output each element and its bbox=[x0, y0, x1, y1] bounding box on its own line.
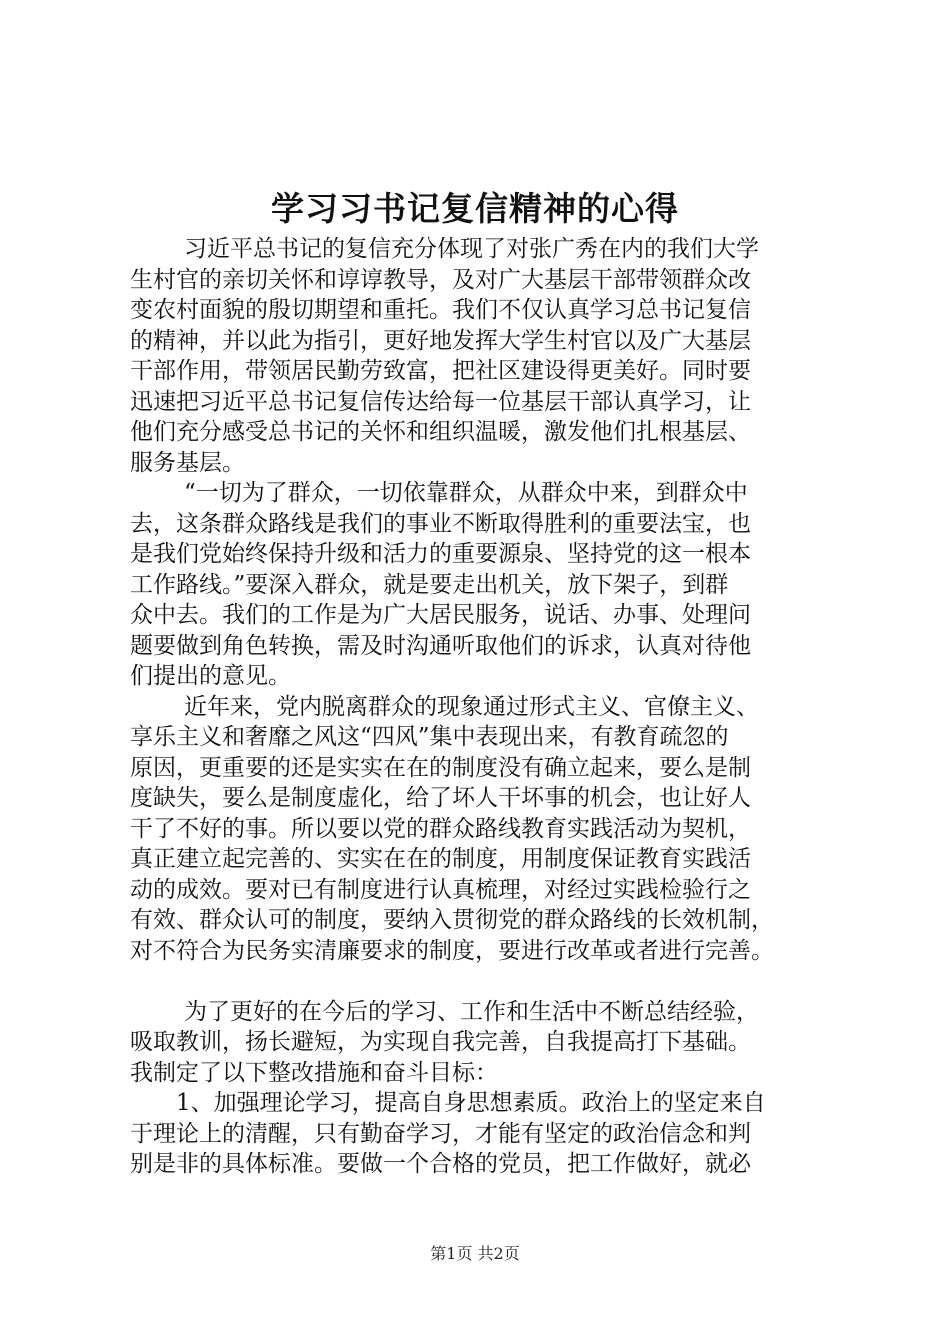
text-line: 于理论上的清醒，只有勤奋学习，才能有坚定的政治信念和判 bbox=[130, 1120, 751, 1147]
text-line: 是我们党始终保持升级和活力的重要源泉、坚持党的这一根本 bbox=[130, 541, 751, 567]
text-line: 的精神，并以此为指引，更好地发挥大学生村官以及广大基层 bbox=[130, 327, 751, 354]
text-line: 服务基层。 bbox=[130, 449, 245, 476]
text-line: 干了不好的事。所以要以党的群众路线教育实践活动为契机， bbox=[130, 815, 751, 842]
text-line: 为了更好的在今后的学习、工作和生活中不断总结经验， bbox=[184, 998, 759, 1025]
text-line: 原因，更重要的还是实实在在的制度没有确立起来，要么是制 bbox=[130, 754, 751, 781]
text-line: 我制定了以下整改措施和奋斗目标： bbox=[130, 1059, 498, 1086]
text-line: 干部作用，带领居民勤劳致富，把社区建设得更美好。同时要 bbox=[130, 358, 751, 384]
document-title: 学习习书记复信精神的心得 bbox=[271, 189, 679, 228]
text-line: 去，这条群众路线是我们的事业不断取得胜利的重要法宝，也 bbox=[130, 510, 751, 537]
document-body bbox=[130, 234, 830, 1180]
text-line: 他们充分感受总书记的关怀和组织温暖，激发他们扎根基层、 bbox=[130, 419, 751, 445]
text-line: 题要做到角色转换，需及时沟通听取他们的诉求，认真对待他 bbox=[130, 632, 751, 659]
text-line: 别是非的具体标准。要做一个合格的党员，把工作做好，就必 bbox=[130, 1151, 751, 1177]
text-line: 真正建立起完善的、实实在在的制度，用制度保证教育实践活 bbox=[130, 846, 751, 872]
text-line: 众中去。我们的工作是为广大居民服务，说话、办事、处理问 bbox=[130, 602, 751, 628]
text-line: 近年来，党内脱离群众的现象通过形式主义、官僚主义、 bbox=[184, 693, 759, 720]
text-line: “一切为了群众，一切依靠群众，从群众中来，到群众中 bbox=[184, 480, 748, 506]
text-line: 享乐主义和奢靡之风这“四风”集中表现出来，有教育疏忽的 bbox=[130, 724, 729, 750]
text-line: 们提出的意见。 bbox=[130, 663, 291, 689]
text-line: 变农村面貌的殷切期望和重托。我们不仅认真学习总书记复信 bbox=[130, 297, 751, 323]
text-line: 动的成效。要对已有制度进行认真梳理，对经过实践检验行之 bbox=[130, 876, 751, 903]
text-line: 对不符合为民务实清廉要求的制度，要进行改革或者进行完善。 bbox=[130, 937, 774, 964]
text-line: 吸取教训，扬长避短，为实现自我完善，自我提高打下基础。 bbox=[130, 1029, 751, 1055]
text-line: 1、加强理论学习，提高自身思想素质。政治上的坚定来自 bbox=[176, 1090, 766, 1116]
text-line: 迅速把习近平总书记复信传达给每一位基层干部认真学习，让 bbox=[130, 388, 751, 415]
text-line: 度缺失，要么是制度虚化，给了坏人干坏事的机会，也让好人 bbox=[130, 785, 751, 811]
text-line: 有效、群众认可的制度，要纳入贯彻党的群众路线的长效机制， bbox=[130, 907, 774, 933]
text-line: 生村官的亲切关怀和谆谆教导，及对广大基层干部带领群众改 bbox=[130, 266, 751, 293]
text-line: 习近平总书记的复信充分体现了对张广秀在内的我们大学 bbox=[184, 236, 759, 262]
page-footer: 第1页 共2页 bbox=[430, 1244, 520, 1263]
text-line: 工作路线。”要深入群众，就是要走出机关，放下架子，到群 bbox=[130, 571, 729, 598]
paragraph-gap bbox=[130, 966, 830, 997]
